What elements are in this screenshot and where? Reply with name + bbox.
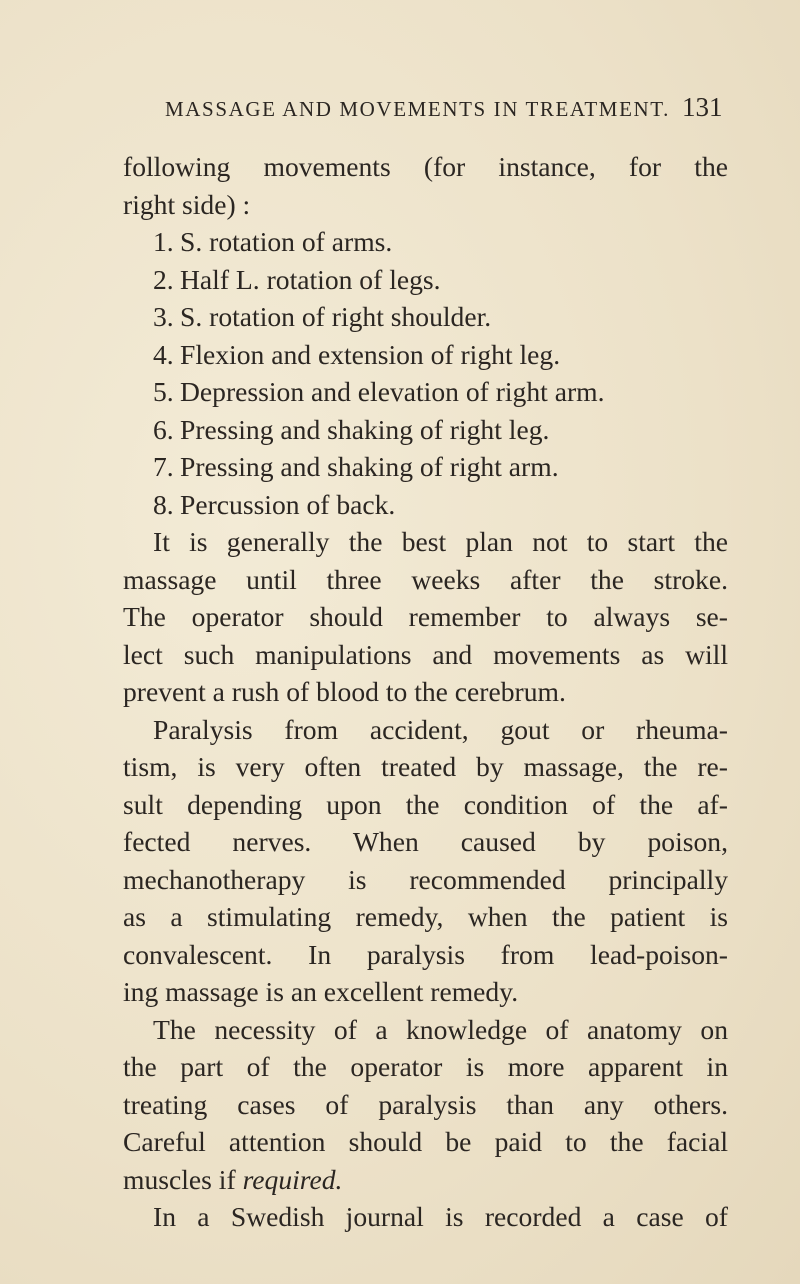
text-line: In a Swedish journal is recorded a case of [153,1201,728,1232]
text-line: tism, is very often treated by massage, the re- [123,751,728,782]
running-title: MASSAGE AND MOVEMENTS IN TREATMENT. [165,97,670,121]
list-item [123,223,728,261]
running-head [165,92,725,123]
text-line: The necessity of a knowledge of anatomy on [153,1013,728,1045]
list-item-text: S. rotation of right shoulder. [180,301,492,332]
intro-paragraph [123,148,728,223]
list-item [123,486,728,524]
text-segment: muscles if [123,1163,243,1195]
list-item [123,298,728,336]
list-item-number: 1. [153,226,174,257]
text-line: The operator should remember to always se- [123,601,728,632]
list-item [123,411,728,449]
list-item-text: Depression and elevation of right arm. [180,376,605,407]
text-line: lect such manipulations and movements as will [123,638,728,670]
text-line: the part of the operator is more apparent in [123,1051,728,1082]
text-line: convalescent. In paralysis from lead-poison- [123,938,728,970]
list-item-text: Pressing and shaking of right leg. [180,413,550,445]
list-item-number: 3. [153,301,174,332]
italic-text: required. [242,1163,343,1195]
list-item-number: 5. [153,376,174,407]
list-item-text: S. rotation of arms. [180,226,393,257]
list-item [123,261,728,299]
text-line: Paralysis from accident, gout or rheuma- [153,713,728,745]
list-item-text: Percussion of back. [180,488,396,520]
paragraph-anatomy [123,1011,728,1199]
movements-list [123,223,728,523]
paragraph-journal [123,1198,728,1236]
list-item [123,336,728,374]
list-item-number: 7. [153,451,174,482]
list-item-text: Flexion and extension of right leg. [180,338,561,370]
list-item-text: Half L. rotation of legs. [180,263,441,295]
text-line: prevent a rush of blood to the cerebrum. [123,676,566,707]
text-line: massage until three weeks after the stroke. [123,563,728,595]
list-item [123,373,728,411]
text-line: right side) : [123,188,251,220]
paragraph-stroke [123,523,728,711]
text-line: Careful attention should be paid to the facial [123,1126,728,1157]
text-line: sult depending upon the condition of the af- [123,788,728,820]
text-line: following movements (for instance, for the [123,151,728,182]
body-text [123,148,728,1236]
text-line: as a stimulating remedy, when the patient is [123,901,728,932]
text-line: treating cases of paralysis than any others. [123,1088,728,1120]
text-line: ing massage is an excellent remedy. [123,976,519,1007]
list-item-number: 6. [153,413,174,445]
text-line: It is generally the best plan not to start the [153,526,728,557]
text-line: fected nerves. When caused by poison, [123,826,728,857]
text-line: mechanotherapy is recommended principally [123,863,728,895]
page-number: 131 [682,92,723,122]
list-item-number: 8. [153,488,174,520]
list-item [123,448,728,486]
paragraph-paralysis [123,711,728,1011]
list-item-number: 4. [153,338,174,370]
list-item-number: 2. [153,263,174,295]
text-line [123,1161,728,1199]
list-item-text: Pressing and shaking of right arm. [180,451,559,482]
